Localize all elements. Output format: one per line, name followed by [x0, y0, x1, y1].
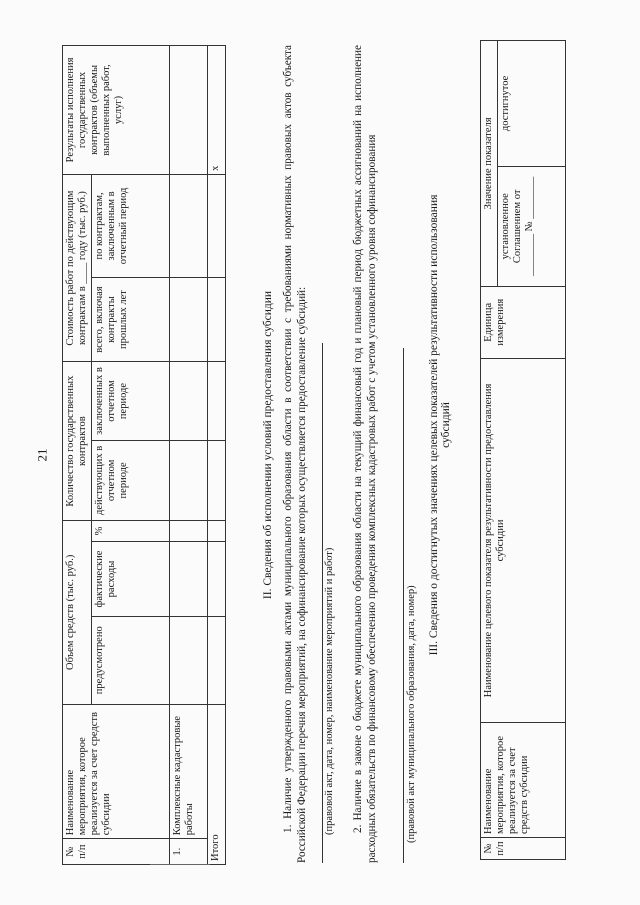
- cell: [170, 521, 208, 542]
- paragraph-2: 2. Наличие в законе о бюджете муниципального образования области на текущий финансовый год и плановый период бюджетных ассигнований на исполнение расходных обязательств по финансовому обеспечению проведения комплексных кадастровых работ с учетом установленного уровня софинансирования: [352, 45, 378, 863]
- cell: [170, 542, 208, 617]
- table-row: [170, 46, 208, 865]
- cell: [208, 174, 226, 277]
- cell: [170, 277, 208, 361]
- col-contracts-concluded: заключенных в отчетном периоде: [92, 362, 170, 441]
- t2-name-header: Наименование мероприятия, которое реализуется за счет средств субсидии: [481, 723, 566, 838]
- row-name: Комплексные кадастровые работы: [170, 704, 208, 839]
- caption-2-line: [403, 348, 404, 863]
- t2-num-header: № п/п: [481, 838, 566, 860]
- cell: [170, 362, 208, 441]
- t2-value-set: установленное Соглашением от ________ № ________: [498, 166, 566, 286]
- total-label: Итого: [208, 704, 226, 864]
- page-number: 21: [34, 448, 50, 462]
- col-funds-planned: предусмотрено: [92, 616, 170, 704]
- total-mark: x: [208, 46, 226, 175]
- paragraph-1: 1. Наличие утвержденного правовыми актами муниципального образования области в соответствии с требованиями нормативных правовых актов субъекта Российской Федерации перечня мероприятий, на софинансирование которых осуществляется предоставление субсидий:: [282, 45, 308, 863]
- col-contracts-header: Количество государственных контрактов: [63, 362, 92, 521]
- total-row: [208, 46, 226, 865]
- cell: [170, 440, 208, 520]
- scan-mark: [150, 864, 210, 865]
- col-results-header: Результаты исполнения государственных контрактов (объемы выполненных работ, услуг): [63, 46, 170, 175]
- t2-indicator-header: Наименование целевого показателя результативности предоставления субсидии: [481, 358, 566, 722]
- col-contracts-active: действующих в отчетном периоде: [92, 440, 170, 520]
- col-num-header: № п/п: [63, 839, 170, 865]
- section-3-title: III. Сведения о достигнутых значениях целевых показателей результативности использования субсидий: [428, 194, 452, 656]
- cell: [208, 521, 226, 542]
- caption-1-line: [322, 343, 323, 863]
- indicators-table: [480, 40, 566, 860]
- col-funds-header: Объем средств (тыс. руб.): [63, 521, 92, 705]
- col-funds-percent: %: [92, 521, 170, 542]
- col-cost-header: Стоимость работ по действующим контрактам в ____ году (тыс. руб.): [63, 174, 92, 361]
- works-table: [62, 45, 226, 865]
- col-name-header: Наименование мероприятия, которое реализуется за счет средств субсидии: [63, 704, 170, 839]
- col-cost-total: всего, включая контракты прошлых лет: [92, 277, 170, 361]
- cell: [170, 174, 208, 277]
- t2-value-header: Значение показателя: [481, 41, 498, 287]
- table2-header-row: [481, 41, 498, 860]
- table1-header-row: [63, 46, 92, 865]
- caption-1: (правовой акт, дата, номер, наименование мероприятий и работ): [324, 547, 335, 835]
- row-num: 1.: [170, 839, 208, 865]
- t2-value-achieved: достигнутое: [498, 41, 566, 167]
- cell: [208, 440, 226, 520]
- col-cost-reporting: по контрактам, заключенным в отчетный период: [92, 174, 170, 277]
- caption-2: (правовой акт муниципального образования, дата, номер): [406, 585, 417, 843]
- cell: [208, 616, 226, 704]
- row-results: [170, 46, 208, 175]
- cell: [170, 616, 208, 704]
- cell: [208, 542, 226, 617]
- cell: [208, 277, 226, 361]
- col-funds-actual: фактические расходы: [92, 542, 170, 617]
- cell: [208, 362, 226, 441]
- section-2-title: II. Сведения об исполнении условий предоставления субсидии: [262, 290, 274, 600]
- t2-unit-header: Единица измерения: [481, 286, 566, 358]
